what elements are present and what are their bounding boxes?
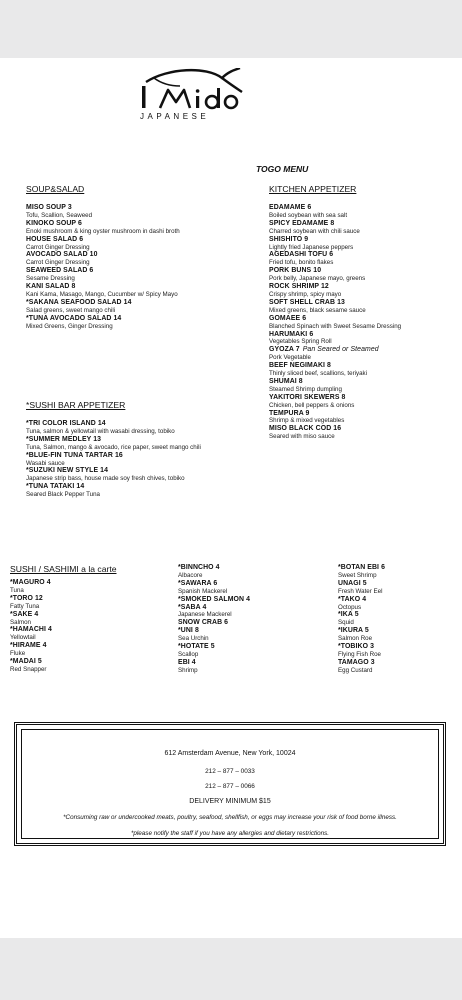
- menu-item: [26, 267, 206, 283]
- menu-item: [269, 410, 454, 426]
- soup-salad-section: [26, 184, 206, 331]
- item-name: [26, 251, 206, 259]
- sushi-sashimi-col-2: [178, 564, 308, 675]
- menu-item: [26, 436, 206, 452]
- item-name-text: *TUNA TATAKI 14: [26, 483, 85, 491]
- menu-item: [26, 467, 206, 483]
- menu-item: [338, 659, 453, 675]
- item-name: [338, 596, 453, 604]
- item-description: Mixed greens, black sesame sauce: [269, 306, 366, 314]
- menu-item: [10, 626, 160, 642]
- menu-item: [10, 642, 160, 658]
- item-name-text: SEAWEED SALAD 6: [26, 267, 94, 275]
- item-description: Japanese Mackerel: [178, 611, 232, 619]
- phone-1: 212 – 877 – 0033: [205, 768, 255, 775]
- item-name: [178, 659, 308, 667]
- item-name-text: AVOCADO SALAD 10: [26, 251, 98, 259]
- item-name: [269, 299, 454, 307]
- menu-item: [269, 283, 454, 299]
- item-name: [26, 299, 206, 307]
- item-description: Sea Urchin: [178, 635, 209, 643]
- item-name: [269, 394, 454, 402]
- item-description: Octopus: [338, 603, 362, 611]
- section-title: SOUP&SALAD: [26, 184, 85, 194]
- item-description: Seared Black Pepper Tuna: [26, 491, 100, 499]
- item-description: Pork Vegetable: [269, 354, 311, 362]
- item-name-text: HOUSE SALAD 6: [26, 235, 84, 243]
- item-description: Wasabi sauce: [26, 459, 65, 467]
- togo-menu-title: TOGO MENU: [256, 164, 309, 174]
- fish-logo-icon: [128, 68, 328, 114]
- item-name: [178, 564, 308, 572]
- item-description: Tuna: [10, 586, 24, 594]
- menu-item: [269, 394, 454, 410]
- food-warning: *Consuming raw or undercooked meats, poultry, seafood, shellfish, or eggs may increase your risk of food borne illness.: [63, 814, 397, 821]
- item-description: Sweet Shrimp: [338, 571, 377, 579]
- menu-item: [26, 315, 206, 331]
- item-name: [269, 220, 454, 228]
- menu-item: [178, 596, 308, 604]
- item-description: Shrimp: [178, 666, 198, 674]
- item-description: Steamed Shrimp dumpling: [269, 385, 342, 393]
- item-name: [10, 579, 160, 587]
- item-description: Tofu, Scallion, Seaweed: [26, 211, 93, 219]
- address: 612 Amsterdam Avenue, New York, 10024: [164, 750, 296, 757]
- item-description: Pork belly, Japanese mayo, greens: [269, 275, 366, 283]
- logo-subtitle: JAPANESE: [140, 112, 210, 121]
- item-description: Kani Kama, Masago, Mango, Cucumber w/ Spicy Mayo: [26, 290, 178, 298]
- menu-item: [338, 596, 453, 612]
- item-name: [26, 483, 206, 491]
- item-name-text: GYOZA 7: [269, 346, 300, 354]
- item-name-text: *SAWARA 6: [178, 579, 218, 587]
- item-name-text: SNOW CRAB 6: [178, 619, 229, 627]
- menu-item: [26, 483, 206, 499]
- kitchen-appetizer-section: [269, 184, 454, 441]
- menu-item: [269, 378, 454, 394]
- item-name-text: *TOBIKO 3: [338, 643, 374, 651]
- item-name-text: *SMOKED SALMON 4: [178, 595, 251, 603]
- item-description: Thinly sliced beef, scallions, teriyaki: [269, 370, 368, 378]
- item-name-text: BEEF NEGIMAKI 8: [269, 362, 331, 370]
- item-name: [269, 236, 454, 244]
- item-name: [338, 627, 453, 635]
- item-description: Charred soybean with chili sauce: [269, 227, 360, 235]
- menu-item: [269, 251, 454, 267]
- item-name-text: MISO SOUP 3: [26, 204, 72, 211]
- item-name: [10, 595, 160, 603]
- item-description: Fried tofu, bonito flakes: [269, 259, 334, 267]
- item-name-text: *MADAI 5: [10, 658, 42, 666]
- item-description: Scallop: [178, 650, 199, 658]
- item-name-text: SOFT SHELL CRAB 13: [269, 298, 345, 306]
- item-description: Salmon: [10, 618, 31, 626]
- item-name: [10, 611, 160, 619]
- item-name: [26, 436, 206, 444]
- item-description: Blanched Spinach with Sweet Sesame Dressing: [269, 322, 402, 330]
- item-description: Chicken, bell peppers & onions: [269, 401, 355, 409]
- menu-item: [338, 627, 453, 643]
- menu-item: [338, 580, 453, 596]
- item-name: [26, 267, 206, 275]
- item-name: [26, 220, 206, 228]
- mido-logo: [128, 68, 328, 120]
- item-name: [26, 315, 206, 323]
- item-name: [10, 626, 160, 634]
- item-name-text: *TORO 12: [10, 594, 43, 602]
- item-name-text: *BOTAN EBI 6: [338, 564, 386, 571]
- item-name-text: *SAKE 4: [10, 610, 39, 618]
- section-title: KITCHEN APPETIZER: [269, 184, 357, 194]
- sushi-sashimi-col-3: [338, 564, 453, 675]
- item-description: Enoki mushroom & king oyster mushroom in dashi broth: [26, 227, 180, 235]
- item-name-text: *HOTATE 5: [178, 643, 215, 651]
- menu-item: [269, 204, 454, 220]
- allergy-notice: *please notify the staff if you have any allergies and dietary restrictions.: [130, 830, 330, 837]
- item-name-text: UNAGI 5: [338, 579, 367, 587]
- item-name-text: SHUMAI 8: [269, 377, 303, 385]
- menu-item: [338, 564, 453, 580]
- item-name: [338, 564, 453, 572]
- item-name-text: *IKA 5: [338, 611, 359, 619]
- item-name: [178, 580, 308, 588]
- item-description: Egg Custard: [338, 666, 373, 674]
- item-name: [269, 267, 454, 275]
- item-description: Fatty Tuna: [10, 602, 40, 610]
- menu-item: [26, 452, 206, 468]
- item-name-text: SHISHITO 9: [269, 235, 309, 243]
- item-description: Boiled soybean with sea salt: [269, 211, 348, 219]
- menu-item: [178, 643, 308, 659]
- item-name: [26, 283, 206, 291]
- item-name: [26, 204, 206, 212]
- item-name-text: GOMAEE 6: [269, 314, 307, 322]
- delivery-minimum: DELIVERY MINIMUM $15: [189, 798, 271, 805]
- item-description: Spanish Mackerel: [178, 587, 228, 595]
- item-name-text: *TRI COLOR ISLAND 14: [26, 420, 106, 427]
- menu-item: [178, 619, 308, 627]
- item-description: Salad greens, sweet mango chili: [26, 306, 116, 314]
- footer-inner-border: [21, 729, 439, 839]
- menu-item: [26, 220, 206, 236]
- item-name: [26, 420, 206, 428]
- item-description: Squid: [338, 619, 354, 627]
- item-name: [269, 362, 454, 370]
- item-name: [269, 331, 454, 339]
- item-name-text: HARUMAKI 6: [269, 330, 314, 338]
- item-name-text: KINOKO SOUP 6: [26, 219, 82, 227]
- item-description: Japanese strip bass, house made soy fresh chives, tobiko: [26, 475, 185, 483]
- footer-info-box: [14, 722, 446, 846]
- menu-item: [269, 346, 454, 362]
- item-description: Salmon Roe: [338, 635, 373, 643]
- menu-item: [26, 283, 206, 299]
- item-description: Carrot Ginger Dressing: [26, 243, 90, 251]
- item-name-text: TAMAGO 3: [338, 658, 375, 666]
- item-name-text: *BLUE-FIN TUNA TARTAR 16: [26, 451, 123, 459]
- item-description: Lightly fried Japanese peppers: [269, 243, 354, 251]
- item-name: [338, 611, 453, 619]
- item-name: [269, 204, 454, 212]
- item-name-text: ROCK SHRIMP 12: [269, 283, 329, 291]
- item-name-text: EDAMAME 6: [269, 204, 312, 211]
- item-name: [178, 619, 308, 627]
- item-name: [26, 236, 206, 244]
- item-description: Fluke: [10, 650, 26, 658]
- menu-item: [269, 236, 454, 252]
- item-description: Sesame Dressing: [26, 275, 75, 283]
- menu-item: [178, 604, 308, 620]
- item-name: [269, 378, 454, 386]
- item-description: Tuna, Salmon, mango & avocado, rice paper, sweet mango chili: [26, 443, 201, 451]
- item-name-text: *SUMMER MEDLEY 13: [26, 435, 102, 443]
- menu-item: [26, 251, 206, 267]
- menu-item: [178, 659, 308, 675]
- item-name: [269, 315, 454, 323]
- item-description: Seared with miso sauce: [269, 433, 335, 441]
- phone-2: 212 – 877 – 0066: [205, 783, 255, 790]
- item-description: Shrimp & mixed vegetables: [269, 417, 345, 425]
- item-name-text: *MAGURO 4: [10, 579, 51, 586]
- menu-item: [269, 331, 454, 347]
- item-name: [178, 596, 308, 604]
- menu-item: [178, 564, 308, 580]
- item-name-text: *IKURA 5: [338, 627, 369, 635]
- menu-item: [269, 299, 454, 315]
- item-name-text: *HAMACHI 4: [10, 626, 52, 634]
- sushi-bar-appetizer-section: [26, 400, 206, 499]
- item-name: [338, 580, 453, 588]
- menu-item: [338, 611, 453, 627]
- item-name-text: *BINNCHO 4: [178, 564, 220, 571]
- item-name-text: PORK BUNS 10: [269, 267, 322, 275]
- item-name: [269, 410, 454, 418]
- menu-item: [269, 425, 454, 441]
- item-name: [10, 642, 160, 650]
- item-name: [26, 467, 206, 475]
- menu-item: [26, 236, 206, 252]
- menu-item: [10, 595, 160, 611]
- item-name: [178, 627, 308, 635]
- menu-item: [269, 267, 454, 283]
- menu-item: [338, 643, 453, 659]
- menu-item: [178, 580, 308, 596]
- item-name: [178, 643, 308, 651]
- item-name: [338, 659, 453, 667]
- item-name: [338, 643, 453, 651]
- item-name-text: *TAKO 4: [338, 595, 367, 603]
- item-description: Vegetables Spring Roll: [269, 338, 332, 346]
- item-name-text: *UNI 8: [178, 627, 199, 635]
- menu-item: [10, 658, 160, 674]
- item-name: [26, 452, 206, 460]
- sushi-sashimi-col-1: [10, 564, 160, 674]
- menu-item: [269, 315, 454, 331]
- item-name-text: YAKITORI SKEWERS 8: [269, 393, 346, 401]
- item-name-text: *SABA 4: [178, 603, 207, 611]
- item-description: Flying Fish Roe: [338, 650, 381, 658]
- menu-item: [10, 611, 160, 627]
- item-description: Carrot Ginger Dressing: [26, 259, 90, 267]
- menu-item: [26, 204, 206, 220]
- item-name: [269, 283, 454, 291]
- menu-item: [10, 579, 160, 595]
- item-name: [269, 251, 454, 259]
- item-description: Yellowtail: [10, 634, 36, 642]
- item-name: [10, 658, 160, 666]
- item-name-text: *SUZUKI NEW STYLE 14: [26, 467, 109, 475]
- menu-item: [26, 420, 206, 436]
- item-description: Fresh Water Eel: [338, 587, 383, 595]
- menu-item: [178, 627, 308, 643]
- item-name: [269, 425, 454, 433]
- item-name-text: *SAKANA SEAFOOD SALAD 14: [26, 298, 132, 306]
- item-description: Tuna, salmon & yellowtail with wasabi dressing, tobiko: [26, 427, 175, 435]
- item-name-text: *HIRAME 4: [10, 642, 47, 650]
- item-name-text: MISO BLACK COD 16: [269, 425, 342, 433]
- section-title: SUSHI / SASHIMI a la carte: [10, 564, 117, 574]
- item-description: Albacore: [178, 571, 203, 579]
- item-name-text: SPICY EDAMAME 8: [269, 219, 335, 227]
- section-title: *SUSHI BAR APPETIZER: [26, 400, 126, 410]
- item-name-text: KANI SALAD 8: [26, 283, 76, 291]
- item-description: Mixed Greens, Ginger Dressing: [26, 322, 113, 330]
- menu-item: [269, 362, 454, 378]
- menu-item: [26, 299, 206, 315]
- item-description: Crispy shrimp, spicy mayo: [269, 290, 342, 298]
- item-name: [269, 346, 454, 354]
- item-name-text: EBI 4: [178, 658, 196, 666]
- menu-item: [269, 220, 454, 236]
- item-name: [178, 604, 308, 612]
- item-name-extra: Pan Seared or Steamed: [302, 346, 379, 354]
- item-name-text: *TUNA AVOCADO SALAD 14: [26, 314, 122, 322]
- item-name-text: TEMPURA 9: [269, 409, 310, 417]
- item-name-text: AGEDASHI TOFU 6: [269, 251, 334, 259]
- item-description: Red Snapper: [10, 665, 47, 673]
